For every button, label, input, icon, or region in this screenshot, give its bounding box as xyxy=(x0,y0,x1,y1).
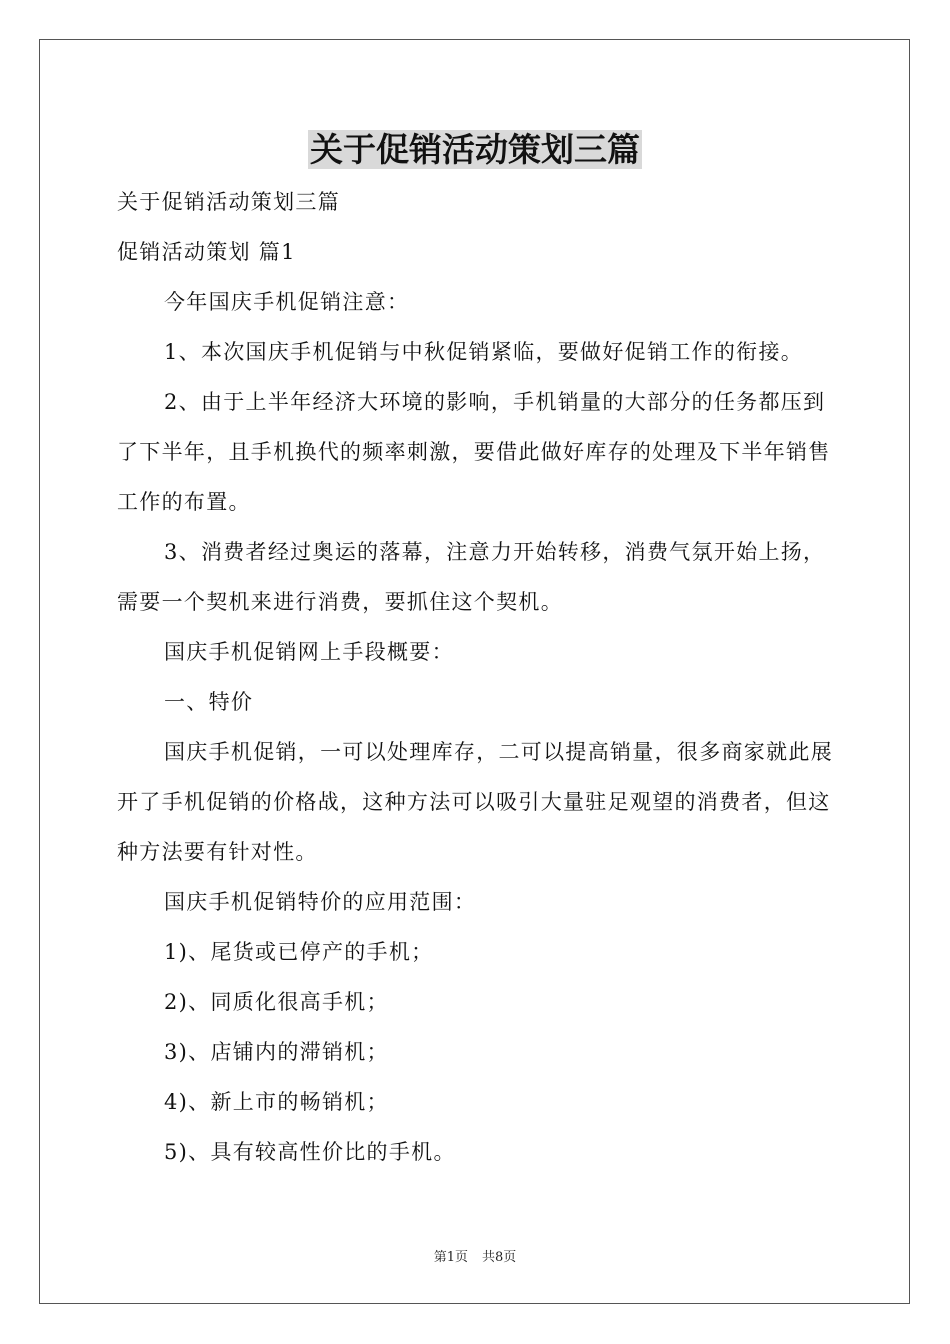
paragraph: 1、本次国庆手机促销与中秋促销紧临，要做好促销工作的衔接。 xyxy=(164,340,804,364)
paragraph: 3、消费者经过奥运的落幕，注意力开始转移，消费气氛开始上扬，需要一个契机来进行消费，要抓住这个契机。 xyxy=(117,540,826,614)
paragraph: 国庆手机促销，一可以处理库存，二可以提高销量，很多商家就此展开了手机促销的价格战，这种方法可以吸引大量驻足观望的消费者，但这种方法要有针对性。 xyxy=(117,740,833,864)
paragraph: 促销活动策划 篇1 xyxy=(117,240,296,264)
paragraph: 国庆手机促销特价的应用范围： xyxy=(164,890,477,914)
page-number: 第1页 xyxy=(433,1250,468,1265)
document-title xyxy=(0,128,950,172)
paragraph: 一、特价 xyxy=(164,690,254,714)
page-footer xyxy=(0,1246,950,1265)
document-body xyxy=(117,177,837,1177)
paragraph: 今年国庆手机促销注意： xyxy=(164,290,410,314)
list-item: 1)、尾货或已停产的手机； xyxy=(164,940,434,964)
document-title-text: 关于促销活动策划三篇 xyxy=(310,130,640,169)
page-total: 共8页 xyxy=(482,1250,517,1265)
paragraph: 关于促销活动策划三篇 xyxy=(117,190,340,214)
paragraph: 国庆手机促销网上手段概要： xyxy=(164,640,454,664)
paragraph: 2、由于上半年经济大环境的影响，手机销量的大部分的任务都压到了下半年，且手机换代的频率刺激，要借此做好库存的处理及下半年销售工作的布置。 xyxy=(117,390,831,514)
list-item: 5)、具有较高性价比的手机。 xyxy=(164,1140,456,1164)
list-item: 4)、新上市的畅销机； xyxy=(164,1090,389,1114)
list-item: 3)、店铺内的滞销机； xyxy=(164,1040,389,1064)
list-item: 2)、同质化很高手机； xyxy=(164,990,389,1014)
